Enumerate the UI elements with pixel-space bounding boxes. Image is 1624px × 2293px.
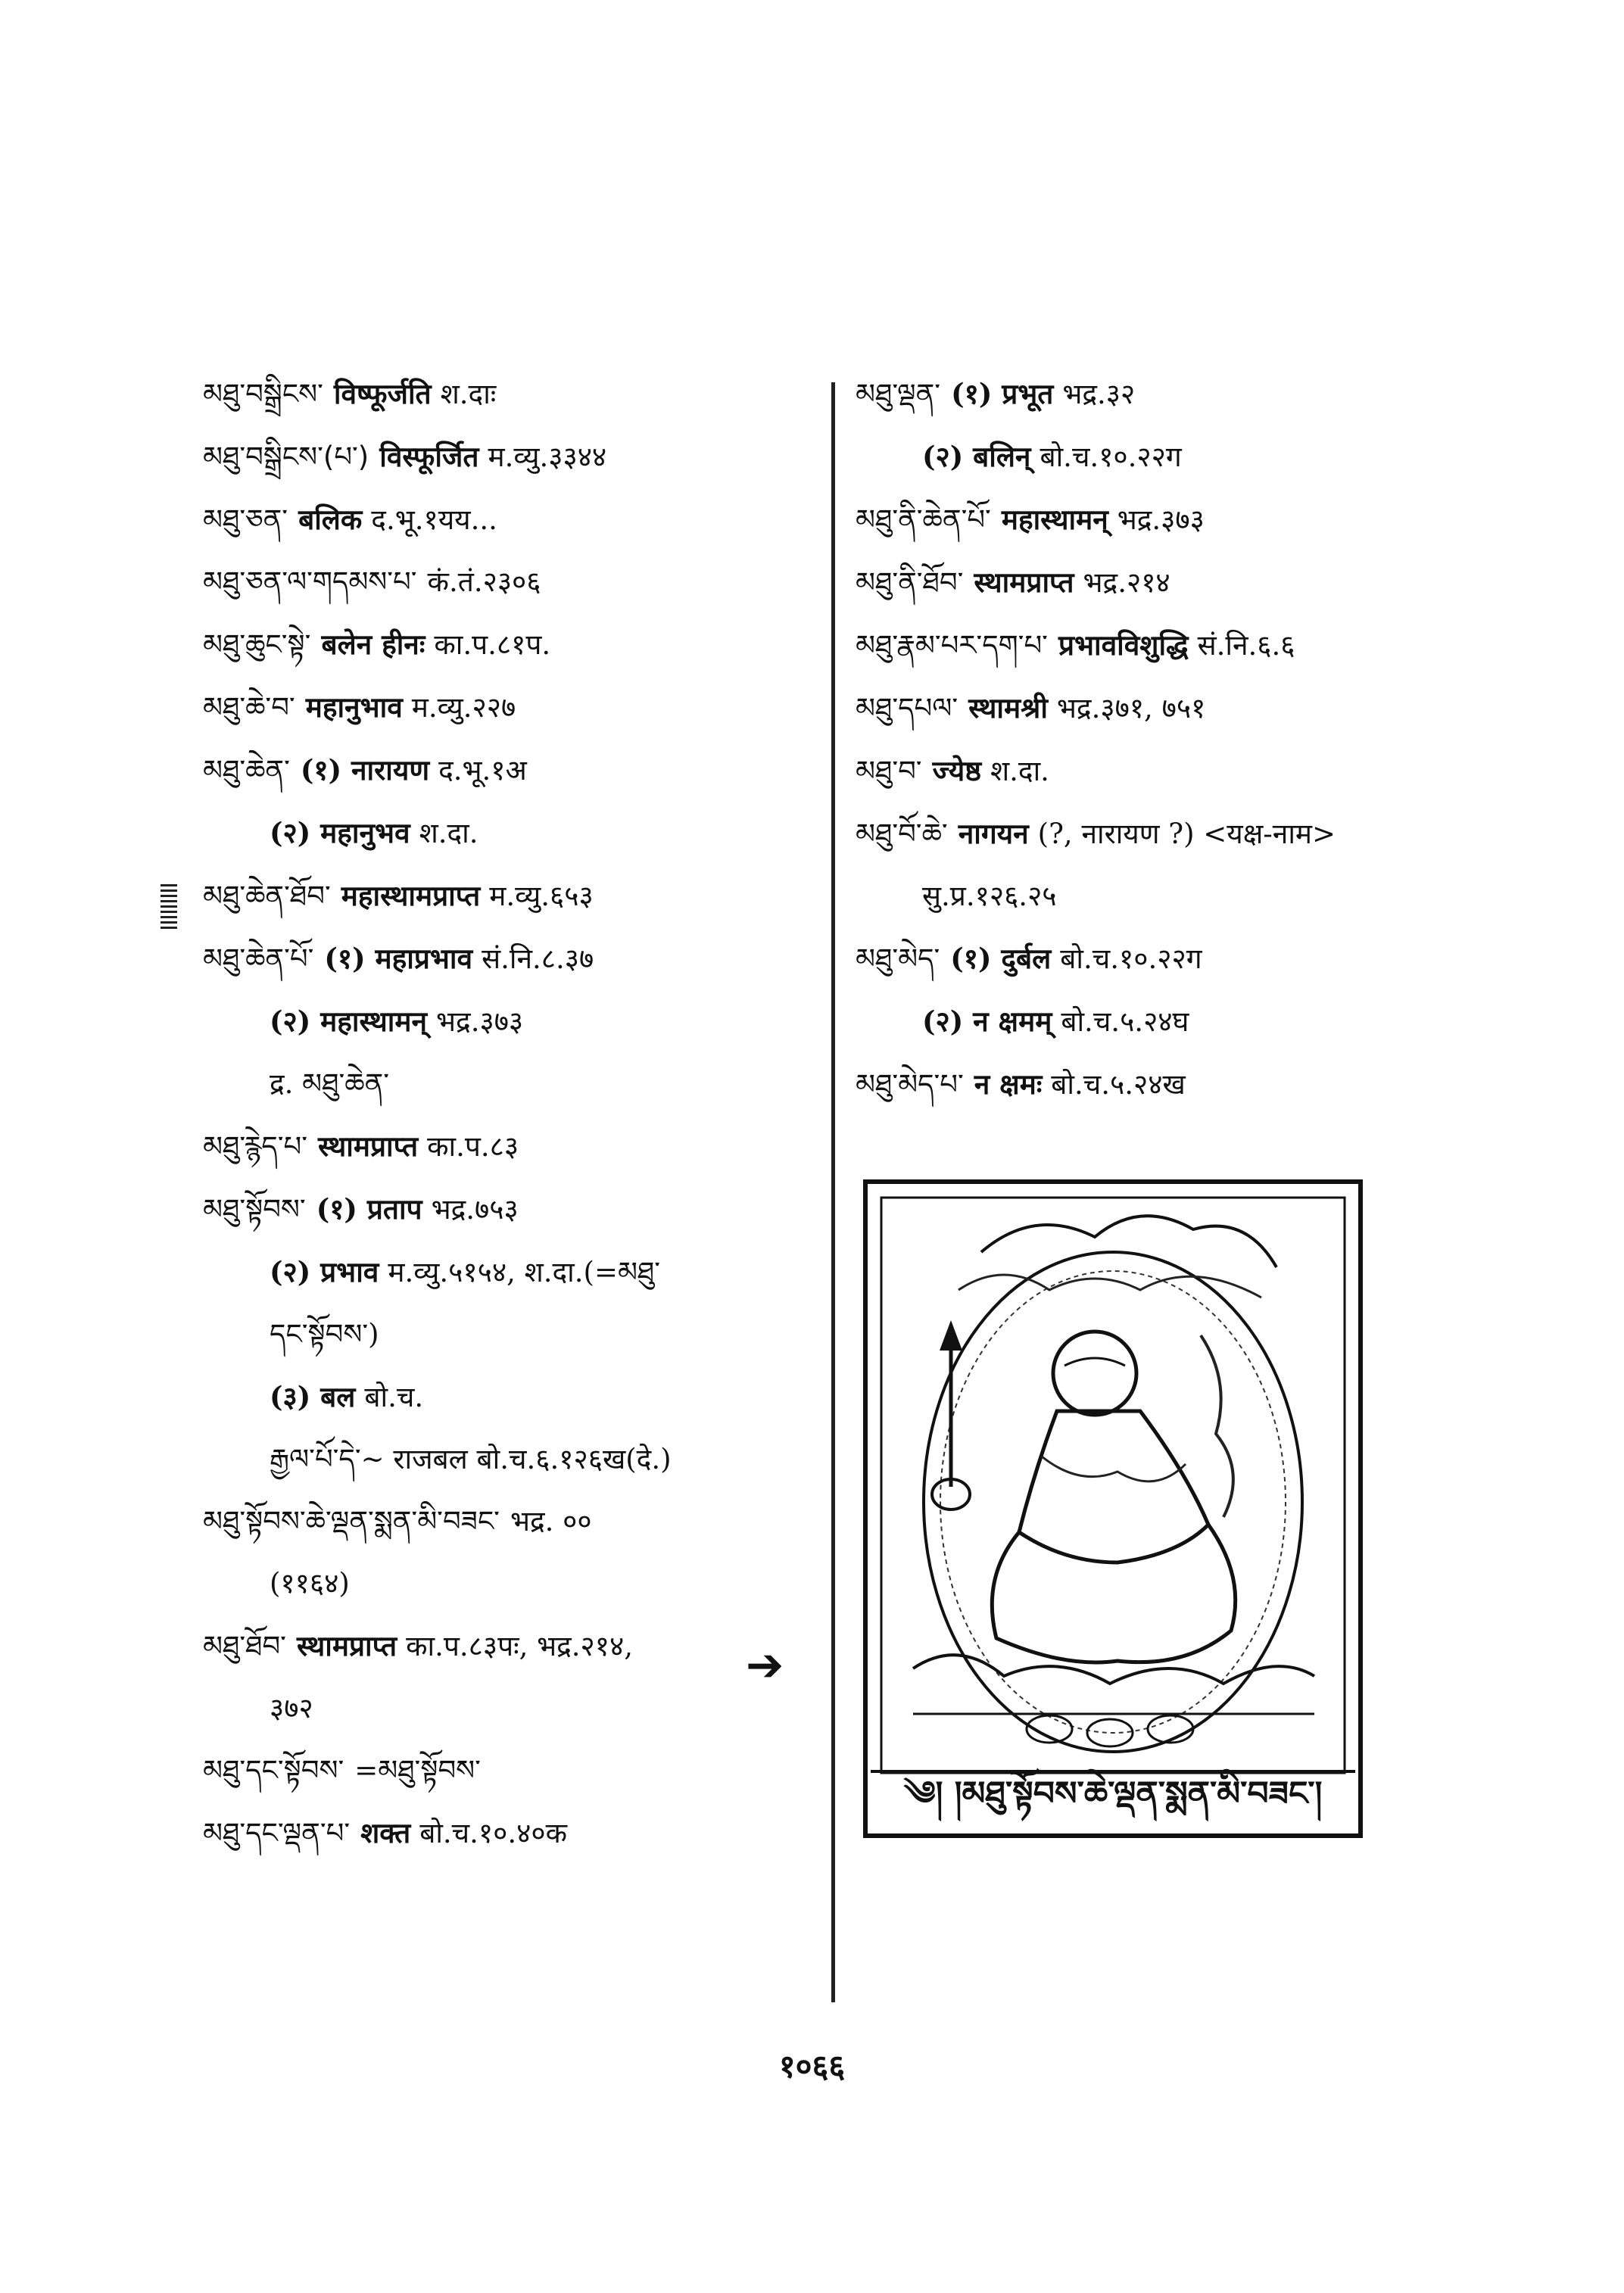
left-column [203, 379, 809, 1880]
sanskrit-equivalent: न क्षमः [974, 1067, 1043, 1101]
sanskrit-equivalent: विस्फूर्जित [379, 440, 479, 473]
sanskrit-equivalent: बलेन हीनः [321, 628, 425, 661]
sanskrit-equivalent: महानुभाव [305, 690, 403, 724]
sanskrit-equivalent: प्रभावविशुद्धि [1058, 628, 1189, 662]
dictionary-entry [856, 379, 1507, 410]
sanskrit-equivalent: ज्येष्ठ [932, 754, 982, 787]
dictionary-entry [856, 567, 1507, 598]
dictionary-entry [203, 1257, 809, 1288]
dictionary-entry [203, 1069, 809, 1099]
dictionary-entry [203, 1131, 809, 1162]
source-reference: श.दा. [990, 755, 1049, 787]
tibetan-headword: མཐུ་མེད་ [856, 942, 940, 975]
source-reference: भद्र.३२ [1062, 378, 1136, 410]
source-reference: भद्र. ०० [510, 1505, 592, 1537]
source-reference: (११६४) [270, 1567, 350, 1600]
dictionary-entry [856, 943, 1507, 974]
dictionary-entry [203, 441, 809, 472]
source-reference: सं.नि.८.३७ [482, 942, 594, 975]
sanskrit-equivalent: (१) प्रताप [316, 1192, 422, 1226]
source-reference: भद्र.७५३ [431, 1193, 519, 1226]
dictionary-entry [856, 441, 1507, 472]
dictionary-entry [203, 1756, 809, 1786]
source-reference: म.व्यु.६५३ [489, 880, 594, 912]
sanskrit-equivalent: महास्थामन् [1001, 503, 1108, 536]
dictionary-entry [203, 629, 809, 660]
source-reference: बो.च.१०.२२ग [1040, 441, 1182, 473]
dictionary-entry [856, 756, 1507, 787]
column-divider [831, 382, 835, 2002]
sanskrit-equivalent: विष्फूर्जति [333, 377, 432, 410]
tibetan-headword: མཐུ་ཆུང་སྟེ་ [203, 628, 311, 661]
tibetan-headword: མཐུ་ཅན་ལ་གདམས་པ་ [203, 565, 417, 598]
dictionary-entry [203, 1006, 809, 1037]
dictionary-entry [203, 1631, 809, 1662]
dictionary-entry [856, 1069, 1507, 1100]
tibetan-headword: མཐུ་བ་ [856, 755, 922, 787]
dictionary-entry [203, 1693, 809, 1724]
dictionary-entry [203, 818, 809, 849]
sanskrit-equivalent: (१) प्रभूत [951, 377, 1054, 410]
dictionary-entry [203, 880, 809, 911]
dictionary-entry [203, 1569, 809, 1599]
source-reference: भद्र.३७३ [436, 1005, 524, 1038]
source-reference: का.प.८१प. [434, 628, 551, 661]
sanskrit-equivalent: (२) न क्षमम् [922, 1005, 1052, 1038]
tibetan-headword: མཐུ་དཔལ་ [856, 692, 959, 724]
source-reference: बो.च.१०.२२ग [1060, 942, 1202, 975]
source-reference: बो.च.५.२४ख [1051, 1068, 1186, 1101]
sanskrit-equivalent: (१) नारायण [300, 753, 430, 787]
tibetan-headword: མཐུ་བསྒྲིངས་ [203, 378, 323, 410]
sanskrit-equivalent: स्थामप्राप्त [974, 565, 1074, 599]
source-reference: द.भू.१यय... [371, 503, 497, 536]
dictionary-entry [203, 943, 809, 974]
source-reference: དང་སྟོབས་) [270, 1318, 379, 1351]
source-reference: भद्र.३७३ [1117, 503, 1205, 536]
tibetan-headword: མཐུ་དང་ལྡན་པ་ [203, 1817, 351, 1849]
tibetan-headword: མཐུ་ནི་ཐོབ་ [856, 566, 964, 599]
dictionary-entry [203, 692, 809, 723]
source-reference: द.भू.१अ [438, 754, 527, 787]
sanskrit-equivalent: (२) प्रभाव [270, 1255, 379, 1288]
tibetan-headword: མཐུ་བོ་ཆེ་ [856, 818, 948, 850]
source-reference: कं.तं.२३०६ [427, 565, 541, 598]
sanskrit-equivalent: महास्थामप्राप्त [341, 879, 481, 912]
source-reference: का.प.८३ [427, 1130, 519, 1163]
dictionary-entry [203, 1444, 809, 1475]
tibetan-headword: མཐུ་རྙེད་པ་ [203, 1130, 307, 1163]
arrow-icon: ➔ [746, 1639, 784, 1692]
source-reference: श.दाः [440, 378, 497, 410]
tibetan-headword: མཐུ་མེད་པ་ [856, 1068, 964, 1101]
tibetan-headword: མཐུ་ནི་ཆེན་པོ་ [856, 503, 991, 536]
sanskrit-equivalent: (२) महानुभव [270, 816, 410, 849]
dictionary-entry [203, 379, 809, 410]
dictionary-entry [203, 504, 809, 535]
sanskrit-equivalent: बलिक [298, 503, 363, 536]
sanskrit-equivalent: (३) बल [270, 1380, 356, 1413]
sanskrit-equivalent: (१) दुर्बल [950, 942, 1052, 975]
tibetan-headword: མཐུ་བསྒྲིངས་(པ་) [203, 441, 369, 473]
dictionary-entry [203, 567, 809, 597]
source-reference: बो.च.५.२४घ [1061, 1005, 1189, 1038]
sanskrit-equivalent: नागयन [958, 817, 1029, 850]
source-reference: बो.च. [364, 1381, 424, 1413]
tibetan-headword: མཐུ་ཆེན་ [203, 754, 290, 787]
source-reference: द्र. མཐུ་ཆེན་ [270, 1067, 390, 1100]
tibetan-headword: མཐུ་དང་སྟོབས་ [203, 1754, 344, 1787]
dictionary-entry [203, 1194, 809, 1225]
source-reference: (?, नारायण ?) <यक्ष-नाम> [1037, 818, 1336, 850]
tibetan-headword: མཐུ་རྣམ་པར་དག་པ་ [856, 629, 1048, 662]
deity-illustration [863, 1179, 1363, 1838]
source-reference: म.व्यु.५१५४, श.दा.(=མཐུ་ [388, 1256, 661, 1288]
dictionary-entry [203, 755, 809, 786]
source-reference: का.प.८३पः, भद्र.२१४, [406, 1630, 634, 1662]
dictionary-entry [856, 881, 1507, 911]
page-number: १०६६ [778, 2048, 846, 2085]
sanskrit-equivalent: शक्त [360, 1816, 411, 1849]
tibetan-headword: མཐུ་ཆེ་བ་ [203, 691, 295, 724]
dictionary-entry [856, 1006, 1507, 1037]
source-reference: རྒྱལ་པོ་དེ་~ राजबल बो.च.६.१२६ख(दे.) [270, 1443, 672, 1475]
dictionary-entry [203, 1506, 809, 1537]
source-reference: सं.नि.६.६ [1197, 629, 1295, 662]
dictionary-entry [856, 630, 1507, 661]
sanskrit-equivalent: स्थामप्राप्त [296, 1629, 397, 1662]
margin-mark [161, 884, 177, 930]
dictionary-entry [203, 1319, 809, 1350]
tibetan-headword: མཐུ་ལྡན་ [856, 378, 941, 410]
source-reference: भद्र.२१४ [1083, 566, 1170, 599]
source-reference: भद्र.३७१, ७५१ [1056, 692, 1206, 724]
source-reference: श.दा. [419, 817, 478, 849]
dictionary-entry [856, 693, 1507, 724]
tibetan-headword: མཐུ་ཐོབ་ [203, 1630, 286, 1662]
dictionary-entry [203, 1382, 809, 1413]
sanskrit-equivalent: (२) बलिन् [922, 440, 1031, 473]
tibetan-headword: མཐུ་སྟོབས་ཆེ་ལྡན་སྨན་མི་བཟང་ [203, 1505, 500, 1537]
source-reference: सु.प्र.१२६.२५ [922, 880, 1057, 912]
source-reference: बो.च.१०.४०क [419, 1817, 568, 1849]
deity-drawing [868, 1184, 1358, 1833]
source-reference: =མཐུ་སྟོབས་ [354, 1754, 481, 1787]
sanskrit-equivalent: (१) महाप्रभाव [324, 942, 473, 975]
source-reference: ३७२ [270, 1692, 313, 1724]
dictionary-entry [203, 1818, 809, 1849]
tibetan-headword: མཐུ་སྟོབས་ [203, 1193, 306, 1226]
source-reference: म.व्यु.३३४४ [488, 441, 607, 473]
source-reference: म.व्यु.२२७ [411, 691, 516, 724]
tibetan-headword: མཐུ་ཆེན་ཐོབ་ [203, 880, 331, 912]
tibetan-headword: མཐུ་ཆེན་པོ་ [203, 942, 314, 975]
sanskrit-equivalent: स्थामश्री [968, 691, 1048, 724]
right-column [856, 379, 1507, 1132]
illustration-caption: ༄། །མཐུ་སྟོབས་ཆེ་ལྡན་སྨན་མི་བཟང་། [871, 1770, 1355, 1833]
sanskrit-equivalent: स्थामप्राप्त [317, 1129, 419, 1163]
dictionary-entry [856, 818, 1507, 849]
dictionary-entry [856, 504, 1507, 535]
sanskrit-equivalent: (२) महास्थामन् [270, 1005, 428, 1038]
tibetan-headword: མཐུ་ཅན་ [203, 503, 288, 536]
